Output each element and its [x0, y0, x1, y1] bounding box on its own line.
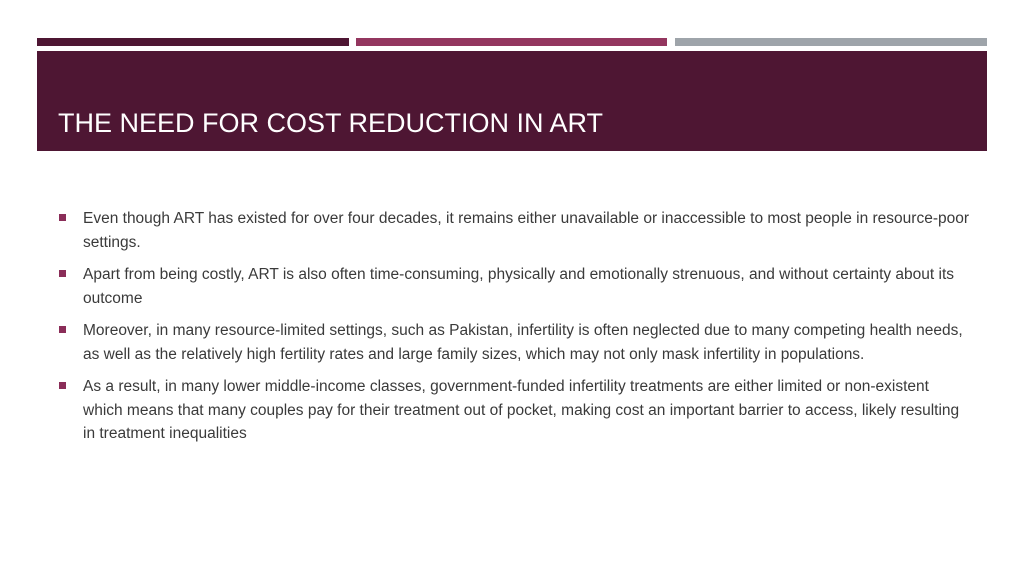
list-item	[57, 319, 972, 366]
title-bar	[37, 51, 987, 151]
bullet-text: Moreover, in many resource-limited settings, such as Pakistan, infertility is often neglected due to many competing health needs, as well as the relatively high fertility rates and large family sizes, which may not only mask infertility in populations.	[83, 322, 963, 363]
bullet-text: Even though ART has existed for over four decades, it remains either unavailable or inaccessible to most people in resource-poor settings.	[83, 210, 970, 251]
accent-stripe-dark	[37, 38, 349, 46]
bullet-text: As a result, in many lower middle-income classes, government-funded infertility treatments are either limited or non-existent which means that many couples pay for their treatment out of pocket, making cost an important barrier to access, likely resulting in treatment inequalities	[83, 378, 960, 442]
bullet-list	[57, 207, 972, 455]
list-item	[57, 375, 972, 446]
accent-stripe-gray	[675, 38, 987, 46]
bullet-text: Apart from being costly, ART is also often time-consuming, physically and emotionally strenuous, and without certainty about its outcome	[83, 266, 955, 307]
square-bullet-icon	[59, 214, 66, 221]
square-bullet-icon	[59, 270, 66, 277]
square-bullet-icon	[59, 382, 66, 389]
square-bullet-icon	[59, 326, 66, 333]
list-item	[57, 207, 972, 254]
slide-title: THE NEED FOR COST REDUCTION IN ART	[58, 108, 604, 138]
accent-stripe-magenta	[356, 38, 667, 46]
list-item	[57, 263, 972, 310]
